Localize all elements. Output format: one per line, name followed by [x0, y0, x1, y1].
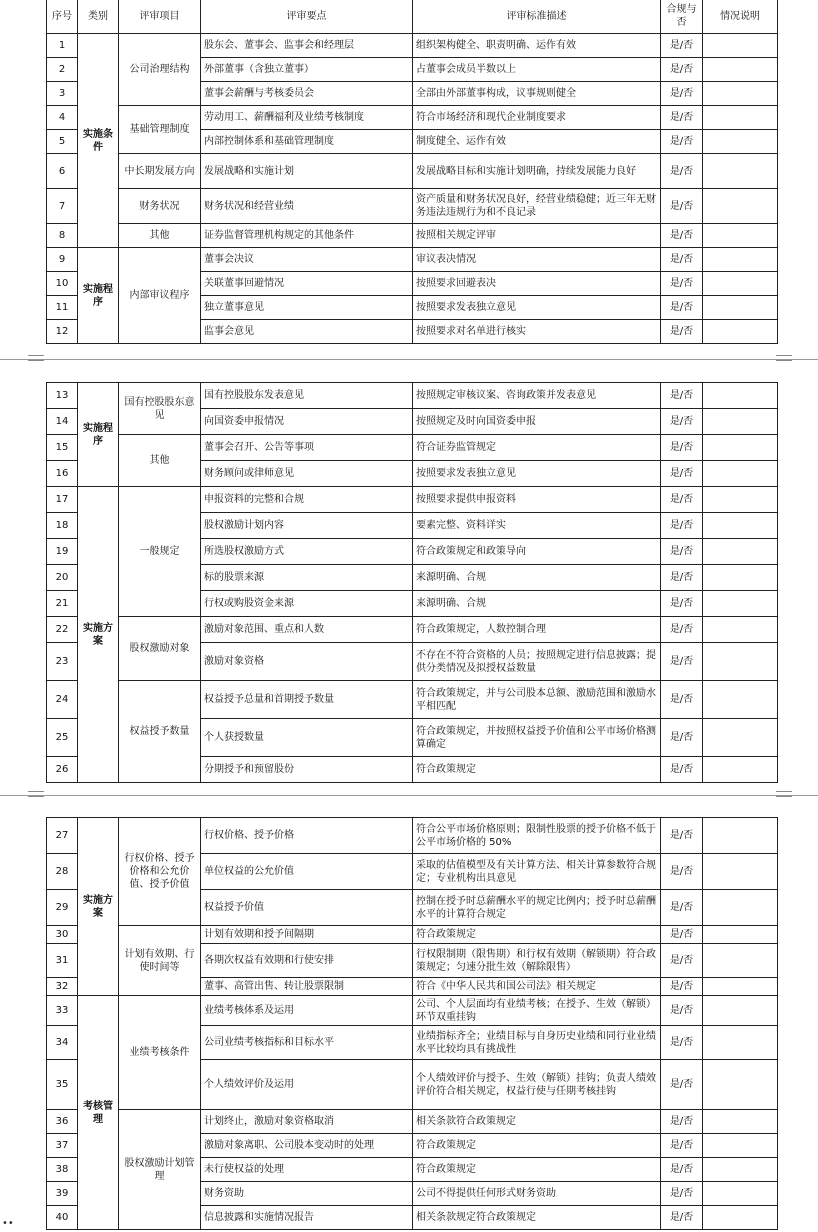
standard-cell: 公司、个人层面均有业绩考核；在授予、生效（解锁）环节双重挂钩 — [413, 996, 661, 1026]
compliance-cell[interactable]: 是/否 — [661, 617, 703, 643]
table-row — [47, 617, 778, 643]
row-no: 34 — [47, 1026, 78, 1060]
row-no: 36 — [47, 1110, 78, 1134]
standard-cell: 符合证券监管规定 — [413, 435, 661, 461]
compliance-cell[interactable]: 是/否 — [661, 106, 703, 130]
standard-cell: 按照要求回避表决 — [413, 272, 661, 296]
point-cell: 计划终止，激励对象资格取消 — [201, 1110, 413, 1134]
compliance-cell[interactable]: 是/否 — [661, 58, 703, 82]
point-cell: 所选股权激励方式 — [201, 539, 413, 565]
point-cell: 个人绩效评价及运用 — [201, 1060, 413, 1110]
remarks-cell[interactable] — [703, 461, 778, 487]
remarks-cell[interactable] — [703, 565, 778, 591]
standard-cell: 相关条款规定符合政策规定 — [413, 1206, 661, 1230]
standard-cell: 符合政策规定和政策导向 — [413, 539, 661, 565]
row-no: 40 — [47, 1206, 78, 1230]
point-cell: 单位权益的公允价值 — [201, 854, 413, 890]
remarks-cell[interactable] — [703, 591, 778, 617]
row-no: 12 — [47, 320, 78, 344]
row-no: 24 — [47, 681, 78, 719]
point-cell: 董事会召开、公告等事项 — [201, 435, 413, 461]
standard-cell: 符合市场经济和现代企业制度要求 — [413, 106, 661, 130]
standard-cell: 审议表决情况 — [413, 248, 661, 272]
row-no: 37 — [47, 1134, 78, 1158]
standard-cell: 符合政策规定 — [413, 1158, 661, 1182]
standard-cell: 行权限制期（限售期）和行权有效期（解锁期）符合政策规定；匀速分批生效（解除限售） — [413, 944, 661, 978]
remarks-cell[interactable] — [703, 513, 778, 539]
compliance-cell[interactable]: 是/否 — [661, 996, 703, 1026]
row-no: 8 — [47, 224, 78, 248]
remarks-cell[interactable] — [703, 435, 778, 461]
compliance-cell[interactable]: 是/否 — [661, 1026, 703, 1060]
point-cell: 信息披露和实施情况报告 — [201, 1206, 413, 1230]
remarks-cell[interactable] — [703, 681, 778, 719]
row-no: 22 — [47, 617, 78, 643]
compliance-cell[interactable]: 是/否 — [661, 1134, 703, 1158]
point-cell: 股权激励计划内容 — [201, 513, 413, 539]
row-no: 33 — [47, 996, 78, 1026]
compliance-cell[interactable]: 是/否 — [661, 719, 703, 757]
row-no: 25 — [47, 719, 78, 757]
row-no: 28 — [47, 854, 78, 890]
compliance-cell[interactable]: 是/否 — [661, 926, 703, 944]
standard-cell: 全部由外部董事构成，议事规则健全 — [413, 82, 661, 106]
compliance-cell[interactable]: 是/否 — [661, 978, 703, 996]
remarks-cell[interactable] — [703, 1026, 778, 1060]
row-no: 38 — [47, 1158, 78, 1182]
header-points: 评审要点 — [201, 0, 413, 34]
row-no: 29 — [47, 890, 78, 926]
table-row — [47, 435, 778, 461]
table-row — [47, 383, 778, 409]
row-no: 11 — [47, 296, 78, 320]
row-no: 21 — [47, 591, 78, 617]
compliance-cell[interactable]: 是/否 — [661, 681, 703, 719]
page-break-marker — [776, 355, 792, 361]
standard-cell: 占董事会成员半数以上 — [413, 58, 661, 82]
table-row — [47, 224, 778, 248]
point-cell: 各期次权益有效期和行使安排 — [201, 944, 413, 978]
row-no: 27 — [47, 818, 78, 854]
compliance-cell[interactable]: 是/否 — [661, 1206, 703, 1230]
table-row — [47, 248, 778, 272]
compliance-cell[interactable]: 是/否 — [661, 248, 703, 272]
table-row — [47, 926, 778, 944]
point-cell: 权益授予总量和首期授予数量 — [201, 681, 413, 719]
row-no: 10 — [47, 272, 78, 296]
category-cell: 实施方案 — [78, 487, 119, 783]
compliance-cell[interactable]: 是/否 — [661, 854, 703, 890]
point-cell: 内部控制体系和基础管理制度 — [201, 130, 413, 154]
point-cell: 激励对象资格 — [201, 643, 413, 681]
item-cell: 业绩考核条件 — [119, 996, 201, 1110]
row-no: 16 — [47, 461, 78, 487]
compliance-cell[interactable]: 是/否 — [661, 320, 703, 344]
compliance-cell[interactable]: 是/否 — [661, 513, 703, 539]
point-cell: 申报资料的完整和合规 — [201, 487, 413, 513]
remarks-cell[interactable] — [703, 58, 778, 82]
standard-cell: 按照要求发表独立意见 — [413, 296, 661, 320]
category-cell: 实施方案 — [78, 818, 119, 996]
remarks-cell[interactable] — [703, 539, 778, 565]
point-cell: 董事会决议 — [201, 248, 413, 272]
point-cell: 财务状况和经营业绩 — [201, 189, 413, 224]
compliance-cell[interactable]: 是/否 — [661, 189, 703, 224]
standard-cell: 符合政策规定 — [413, 1134, 661, 1158]
row-no: 23 — [47, 643, 78, 681]
category-cell: 考核管理 — [78, 996, 119, 1230]
remarks-cell[interactable] — [703, 1206, 778, 1230]
compliance-cell[interactable]: 是/否 — [661, 1182, 703, 1206]
compliance-cell[interactable]: 是/否 — [661, 409, 703, 435]
row-no: 39 — [47, 1182, 78, 1206]
row-no: 7 — [47, 189, 78, 224]
row-no: 5 — [47, 130, 78, 154]
item-cell: 其他 — [119, 435, 201, 487]
remarks-cell[interactable] — [703, 1110, 778, 1134]
compliance-cell[interactable]: 是/否 — [661, 34, 703, 58]
remarks-cell[interactable] — [703, 272, 778, 296]
page-break-marker — [28, 791, 44, 797]
point-cell: 个人获授数量 — [201, 719, 413, 757]
item-cell: 股权激励对象 — [119, 617, 201, 681]
row-no: 6 — [47, 154, 78, 189]
row-no: 4 — [47, 106, 78, 130]
remarks-cell[interactable] — [703, 1182, 778, 1206]
category-cell: 实施程序 — [78, 248, 119, 344]
remarks-cell[interactable] — [703, 409, 778, 435]
compliance-cell[interactable]: 是/否 — [661, 435, 703, 461]
point-cell: 董事、高管出售、转让股票限制 — [201, 978, 413, 996]
remarks-cell[interactable] — [703, 996, 778, 1026]
category-cell: 实施条件 — [78, 34, 119, 248]
page-divider — [0, 795, 818, 796]
point-cell: 独立董事意见 — [201, 296, 413, 320]
point-cell: 向国资委申报情况 — [201, 409, 413, 435]
table-row — [47, 154, 778, 189]
standard-cell: 业绩指标齐全；业绩目标与自身历史业绩和同行业业绩水平比较均具有挑战性 — [413, 1026, 661, 1060]
table-row — [47, 996, 778, 1026]
compliance-cell[interactable]: 是/否 — [661, 130, 703, 154]
standard-cell: 按照规定审核议案、咨询政策并发表意见 — [413, 383, 661, 409]
page-divider — [0, 359, 818, 360]
table-row — [47, 34, 778, 58]
remarks-cell[interactable] — [703, 106, 778, 130]
remarks-cell[interactable] — [703, 617, 778, 643]
review-table-page-1 — [46, 0, 778, 344]
compliance-cell[interactable]: 是/否 — [661, 890, 703, 926]
standard-cell: 来源明确、合规 — [413, 565, 661, 591]
table-row — [47, 681, 778, 719]
item-cell: 一般规定 — [119, 487, 201, 617]
table-header-row — [47, 0, 778, 34]
standard-cell: 资产质量和财务状况良好，经营业绩稳健；近三年无财务违法违规行为和不良记录 — [413, 189, 661, 224]
remarks-cell[interactable] — [703, 34, 778, 58]
row-no: 30 — [47, 926, 78, 944]
compliance-cell[interactable]: 是/否 — [661, 1158, 703, 1182]
item-cell: 内部审议程序 — [119, 248, 201, 344]
row-no: 9 — [47, 248, 78, 272]
standard-cell: 符合《中华人民共和国公司法》相关规定 — [413, 978, 661, 996]
category-cell: 实施程序 — [78, 383, 119, 487]
point-cell: 分期授予和预留股份 — [201, 757, 413, 783]
remarks-cell[interactable] — [703, 926, 778, 944]
standard-cell: 按照规定及时向国资委申报 — [413, 409, 661, 435]
point-cell: 劳动用工、薪酬福利及业绩考核制度 — [201, 106, 413, 130]
point-cell: 权益授予价值 — [201, 890, 413, 926]
point-cell: 证券监督管理机构规定的其他条件 — [201, 224, 413, 248]
compliance-cell[interactable]: 是/否 — [661, 224, 703, 248]
row-no: 18 — [47, 513, 78, 539]
row-no: 20 — [47, 565, 78, 591]
point-cell: 董事会薪酬与考核委员会 — [201, 82, 413, 106]
remarks-cell[interactable] — [703, 224, 778, 248]
standard-cell: 符合政策规定 — [413, 926, 661, 944]
standard-cell: 组织架构健全、职责明确、运作有效 — [413, 34, 661, 58]
remarks-cell[interactable] — [703, 1060, 778, 1110]
table-row — [47, 189, 778, 224]
point-cell: 关联董事回避情况 — [201, 272, 413, 296]
compliance-cell[interactable]: 是/否 — [661, 643, 703, 681]
page-break-marker — [776, 791, 792, 797]
row-no: 15 — [47, 435, 78, 461]
remarks-cell[interactable] — [703, 890, 778, 926]
row-no: 14 — [47, 409, 78, 435]
point-cell: 标的股票来源 — [201, 565, 413, 591]
standard-cell: 个人绩效评价与授予、生效（解锁）挂钩；负责人绩效评价符合相关规定，权益行使与任期考核挂钩 — [413, 1060, 661, 1110]
remarks-cell[interactable] — [703, 854, 778, 890]
item-cell: 国有控股股东意见 — [119, 383, 201, 435]
standard-cell: 控制在授予时总薪酬水平的规定比例内；授予时总薪酬水平的计算符合规定 — [413, 890, 661, 926]
item-cell: 权益授予数量 — [119, 681, 201, 783]
remarks-cell[interactable] — [703, 757, 778, 783]
row-no: 1 — [47, 34, 78, 58]
compliance-cell[interactable]: 是/否 — [661, 461, 703, 487]
item-cell: 中长期发展方向 — [119, 154, 201, 189]
standard-cell: 符合政策规定，人数控制合理 — [413, 617, 661, 643]
point-cell: 计划有效期和授予间隔期 — [201, 926, 413, 944]
remarks-cell[interactable] — [703, 1158, 778, 1182]
item-cell: 其他 — [119, 224, 201, 248]
table-row — [47, 818, 778, 854]
compliance-cell[interactable]: 是/否 — [661, 1060, 703, 1110]
remarks-cell[interactable] — [703, 719, 778, 757]
remarks-cell[interactable] — [703, 82, 778, 106]
item-cell: 行权价格、授予价格和公允价值、授予价值 — [119, 818, 201, 926]
row-no: 13 — [47, 383, 78, 409]
row-no: 3 — [47, 82, 78, 106]
header-category: 类别 — [78, 0, 119, 34]
standard-cell: 符合政策规定 — [413, 757, 661, 783]
standard-cell: 相关条款符合政策规定 — [413, 1110, 661, 1134]
compliance-cell[interactable]: 是/否 — [661, 944, 703, 978]
compliance-cell[interactable]: 是/否 — [661, 296, 703, 320]
review-table-page-3 — [46, 817, 778, 1230]
row-no: 26 — [47, 757, 78, 783]
point-cell: 外部董事（含独立董事） — [201, 58, 413, 82]
standard-cell: 符合政策规定，并按照权益授予价值和公平市场价格测算确定 — [413, 719, 661, 757]
compliance-cell[interactable]: 是/否 — [661, 82, 703, 106]
compliance-cell[interactable]: 是/否 — [661, 487, 703, 513]
standard-cell: 要素完整、资料详实 — [413, 513, 661, 539]
remarks-cell[interactable] — [703, 818, 778, 854]
page-break-marker — [28, 355, 44, 361]
standard-cell: 按照要求对名单进行核实 — [413, 320, 661, 344]
table-row — [47, 1110, 778, 1134]
point-cell: 国有控股股东发表意见 — [201, 383, 413, 409]
row-no: 2 — [47, 58, 78, 82]
compliance-cell[interactable]: 是/否 — [661, 272, 703, 296]
header-item: 评审项目 — [119, 0, 201, 34]
standard-cell: 按照相关规定评审 — [413, 224, 661, 248]
point-cell: 业绩考核体系及运用 — [201, 996, 413, 1026]
remarks-cell[interactable] — [703, 189, 778, 224]
review-table-page-2 — [46, 382, 778, 783]
row-no: 17 — [47, 487, 78, 513]
item-cell: 股权激励计划管理 — [119, 1110, 201, 1230]
remarks-cell[interactable] — [703, 320, 778, 344]
remarks-cell[interactable] — [703, 1134, 778, 1158]
point-cell: 行权价格、授予价格 — [201, 818, 413, 854]
item-cell: 计划有效期、行使时间等 — [119, 926, 201, 996]
point-cell: 激励对象范围、重点和人数 — [201, 617, 413, 643]
remarks-cell[interactable] — [703, 154, 778, 189]
point-cell: 行权或购股资金来源 — [201, 591, 413, 617]
standard-cell: 按照要求发表独立意见 — [413, 461, 661, 487]
compliance-cell[interactable]: 是/否 — [661, 383, 703, 409]
point-cell: 财务资助 — [201, 1182, 413, 1206]
compliance-cell[interactable]: 是/否 — [661, 565, 703, 591]
point-cell: 监事会意见 — [201, 320, 413, 344]
point-cell: 发展战略和实施计划 — [201, 154, 413, 189]
standard-cell: 不存在不符合资格的人员；按照规定进行信息披露；提供分类情况及拟授权益数量 — [413, 643, 661, 681]
compliance-cell[interactable]: 是/否 — [661, 818, 703, 854]
remarks-cell[interactable] — [703, 248, 778, 272]
standard-cell: 按照要求提供申报资料 — [413, 487, 661, 513]
header-compliance: 合规与否 — [661, 0, 703, 34]
item-cell: 财务状况 — [119, 189, 201, 224]
row-no: 32 — [47, 978, 78, 996]
compliance-cell[interactable]: 是/否 — [661, 1110, 703, 1134]
row-no: 19 — [47, 539, 78, 565]
header-no: 序号 — [47, 0, 78, 34]
compliance-cell[interactable]: 是/否 — [661, 154, 703, 189]
point-cell: 激励对象离职、公司股本变动时的处理 — [201, 1134, 413, 1158]
standard-cell: 符合政策规定，并与公司股本总额、激励范围和激励水平相匹配 — [413, 681, 661, 719]
point-cell: 财务顾问或律师意见 — [201, 461, 413, 487]
row-no: 35 — [47, 1060, 78, 1110]
remarks-cell[interactable] — [703, 978, 778, 996]
header-remarks: 情况说明 — [703, 0, 778, 34]
table-row — [47, 106, 778, 130]
header-standard: 评审标准描述 — [413, 0, 661, 34]
remarks-cell[interactable] — [703, 643, 778, 681]
remarks-cell[interactable] — [703, 296, 778, 320]
standard-cell: 符合公平市场价格原则；限制性股票的授予价格不低于公平市场价格的 50% — [413, 818, 661, 854]
row-no: 31 — [47, 944, 78, 978]
remarks-cell[interactable] — [703, 487, 778, 513]
standard-cell: 制度健全、运作有效 — [413, 130, 661, 154]
item-cell: 公司治理结构 — [119, 34, 201, 106]
compliance-cell[interactable]: 是/否 — [661, 591, 703, 617]
remarks-cell[interactable] — [703, 383, 778, 409]
item-cell: 基础管理制度 — [119, 106, 201, 154]
standard-cell: 采取的估值模型及有关计算方法、相关计算参数符合规定；专业机构出具意见 — [413, 854, 661, 890]
remarks-cell[interactable] — [703, 944, 778, 978]
point-cell: 股东会、董事会、监事会和经理层 — [201, 34, 413, 58]
table-row — [47, 487, 778, 513]
standard-cell: 发展战略目标和实施计划明确，持续发展能力良好 — [413, 154, 661, 189]
point-cell: 公司业绩考核指标和目标水平 — [201, 1026, 413, 1060]
compliance-cell[interactable]: 是/否 — [661, 757, 703, 783]
standard-cell: 公司不得提供任何形式财务资助 — [413, 1182, 661, 1206]
more-dots-icon: •• — [2, 1218, 14, 1229]
remarks-cell[interactable] — [703, 130, 778, 154]
point-cell: 未行使权益的处理 — [201, 1158, 413, 1182]
standard-cell: 来源明确、合规 — [413, 591, 661, 617]
compliance-cell[interactable]: 是/否 — [661, 539, 703, 565]
